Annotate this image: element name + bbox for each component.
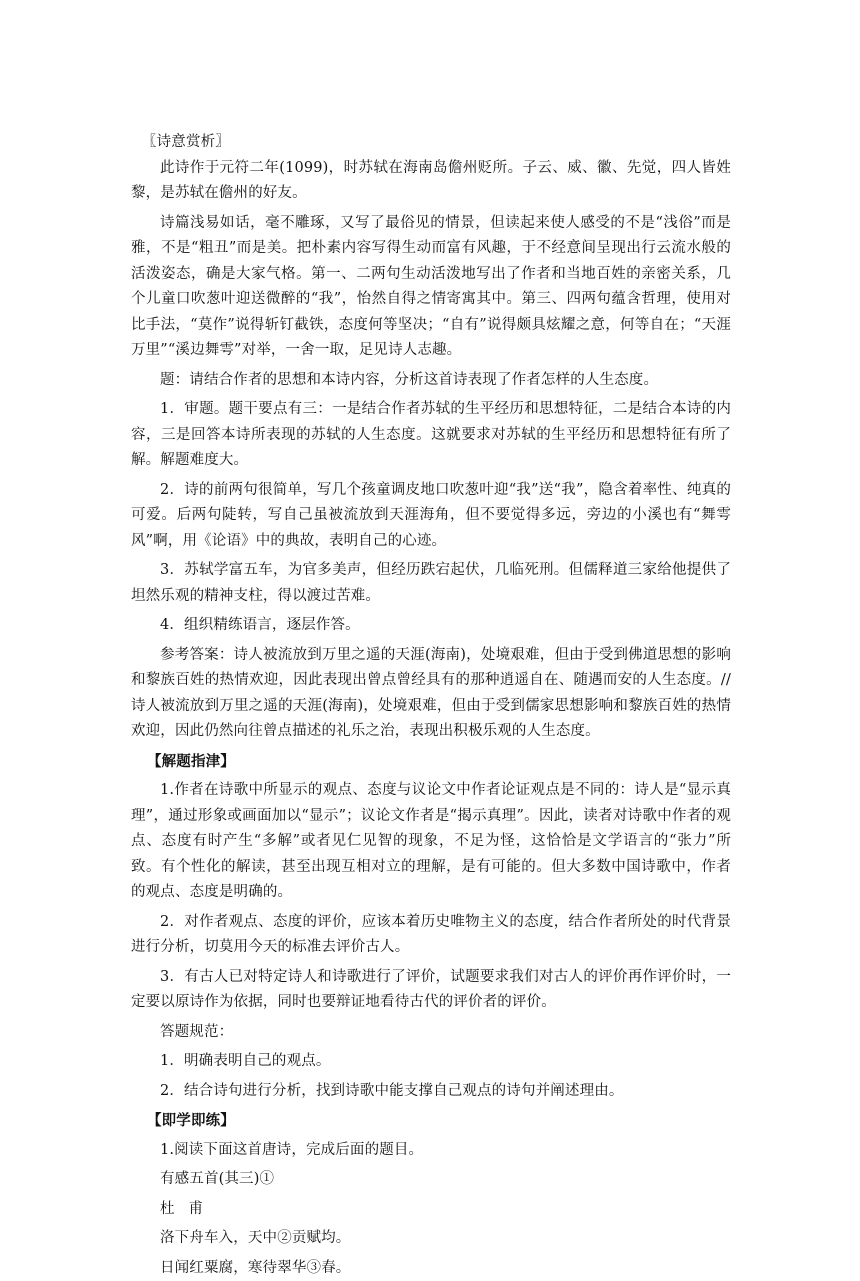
reference-answer: 参考答案：诗人被流放到万里之遥的天涯(海南)，处境艰难，但由于受到佛道思想的影响和黎族百姓的热情欢迎，因此表现出曾点曾经具有的那种逍遥自在、随遇而安的人生态度。//诗人被流放到万里之遥的天涯(海南)，处境艰难，但由于受到儒家思想影响和黎族百姓的热情欢迎，因此仍然向往曾点描述的礼乐之治，表现出积极乐观的人生态度。 (131, 643, 731, 745)
guide-point-2: 2．对作者观点、态度的评价，应该本着历史唯物主义的态度，结合作者所处的时代背景进行分析，切莫用今天的标准去评价古人。 (131, 910, 731, 961)
poem-line-1: 洛下舟车入，天中②贡赋均。 (131, 1226, 731, 1252)
section-heading-poem-analysis: 〖诗意赏析〗 (131, 130, 731, 156)
step-3-text: 3．苏轼学富五车，为官多美声，但经历跌宕起伏，几临死刑。但儒释道三家给他提供了坦然乐观的精神支柱，得以渡过苦难。 (131, 558, 731, 609)
poem-title: 有感五首(其三)① (131, 1167, 731, 1193)
section-heading-practice: 【即学即练】 (131, 1108, 731, 1134)
step-1-text: 1．审题。题干要点有三：一是结合作者苏轼的生平经历和思想特征，二是结合本诗的内容，三是回答本诗所表现的苏轼的人生态度。这就要求对苏轼的生平经历和思想特征有所了解。解题难度大。 (131, 397, 731, 474)
poem-author: 杜甫 (131, 1197, 731, 1223)
step-4-text: 4．组织精练语言，逐层作答。 (131, 613, 731, 639)
guide-point-3: 3．有古人已对特定诗人和诗歌进行了评价，试题要求我们对古人的评价再作评价时，一定要以原诗作为依据，同时也要辩证地看待古代的评价者的评价。 (131, 965, 731, 1016)
answer-norms-label: 答题规范： (131, 1020, 731, 1046)
paragraph-background: 此诗作于元符二年(1099)，时苏轼在海南岛儋州贬所。子云、威、徽、先觉，四人皆姓黎，是苏轼在儋州的好友。 (131, 156, 731, 207)
question-text: 题：请结合作者的思想和本诗内容，分析这首诗表现了作者怎样的人生态度。 (131, 368, 731, 394)
step-2-text: 2．诗的前两句很简单，写几个孩童调皮地口吹葱叶迎“我”送“我”，隐含着率性、纯真的可爱。后两句陡转，写自己虽被流放到天涯海角，但不要觉得多远，旁边的小溪也有“舞雩风”啊，用《论语》中的典故，表明自己的心迹。 (131, 478, 731, 555)
answer-norm-2: 2．结合诗句进行分析，找到诗歌中能支撑自己观点的诗句并阐述理由。 (131, 1079, 731, 1105)
guide-point-1: 1.作者在诗歌中所显示的观点、态度与议论文中作者论证观点是不同的：诗人是“显示真理”，通过形象或画面加以“显示”；议论文作者是“揭示真理”。因此，读者对诗歌中作者的观点、态度有时产生“多解”或者见仁见智的现象，不足为怪，这恰恰是文学语言的“张力”所致。有个性化的解读，甚至出现互相对立的理解，是有可能的。但大多数中国诗歌中，作者的观点、态度是明确的。 (131, 778, 731, 906)
poem-line-2: 日闻红粟腐，寒待翠华③春。 (131, 1256, 731, 1281)
document-content (131, 130, 731, 1281)
practice-instruction: 1.阅读下面这首唐诗，完成后面的题目。 (131, 1138, 731, 1164)
section-heading-guide: 【解题指津】 (131, 749, 731, 775)
answer-norm-1: 1．明确表明自己的观点。 (131, 1049, 731, 1075)
paragraph-appreciation: 诗篇浅易如话，毫不雕琢，又写了最俗见的情景，但读起来使人感受的不是“浅俗”而是雅，不是“粗丑”而是美。把朴素内容写得生动而富有风趣，于不经意间呈现出行云流水般的活泼姿态，确是大家气格。第一、二两句生动活泼地写出了作者和当地百姓的亲密关系，几个儿童口吹葱叶迎送微醉的“我”，怡然自得之情寄寓其中。第三、四两句蕴含哲理，使用对比手法，“莫作”说得斩钉截铁，态度何等坚决；“自有”说得颇具炫耀之意，何等自在；“天涯万里”“溪边舞雩”对举，一舍一取，足见诗人志趣。 (131, 211, 731, 364)
